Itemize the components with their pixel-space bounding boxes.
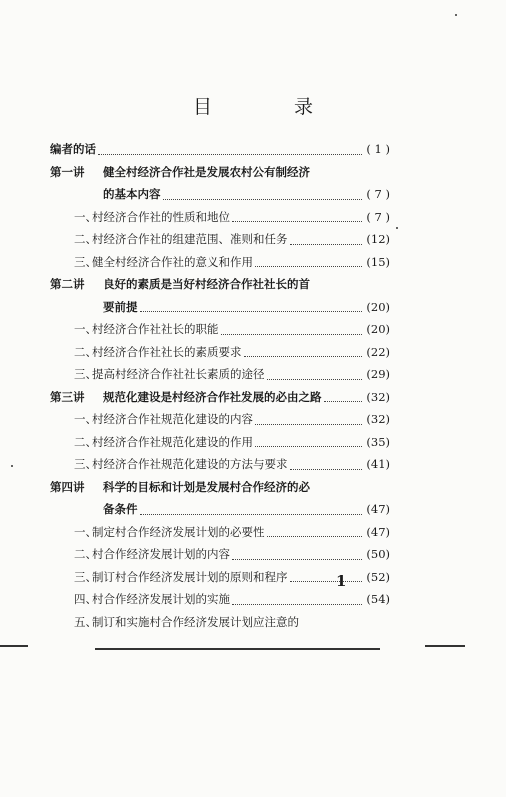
scan-speck [455, 14, 457, 16]
toc-entry-number: 三、 [74, 457, 97, 471]
toc-leader-dots [255, 244, 362, 268]
toc-entry-title: 村经济合作社规范化建设的方法与要求 [92, 457, 288, 471]
toc-entry-page: (20) [366, 299, 390, 314]
toc-section-entry [50, 251, 390, 274]
toc-entry-title: 村经济合作社的组建范围、准则和任务 [92, 232, 288, 246]
toc-entry-number: 一、 [74, 412, 97, 426]
toc-entry-page: (15) [366, 254, 390, 269]
bottom-rule [0, 645, 28, 647]
toc-leader-dots [244, 334, 362, 358]
toc-entry-number: 三、 [74, 569, 97, 584]
toc-title: 目 录 [192, 96, 352, 118]
toc-leader-dots [267, 514, 362, 538]
toc-entry-title: 制订村合作经济发展计划的原则和程序 [92, 569, 288, 584]
toc-entry-page: (12) [366, 232, 390, 246]
toc-entry-number: 二、 [74, 232, 97, 246]
toc-entry-number: 三、 [74, 254, 97, 269]
toc-section-entry [50, 611, 390, 634]
toc-entry-page: (32) [366, 389, 390, 404]
toc-leader-dots [267, 356, 362, 380]
toc-entry-title: 科学的目标和计划是发展村合作经济的必 [103, 479, 310, 494]
toc-entry-title: 备条件 [103, 502, 138, 516]
toc-entry-page: ( 7 ) [366, 209, 390, 224]
toc-entry-number: 二、 [74, 547, 97, 561]
toc-entry-page: (41) [366, 457, 390, 471]
toc-leader-dots [255, 401, 362, 425]
toc-leader-dots [255, 424, 362, 448]
toc-entry-page: (20) [366, 322, 390, 336]
toc-entry-title: 健全村经济合作社的意义和作用 [92, 254, 253, 269]
scan-speck [11, 465, 13, 467]
toc-leader-dots [163, 176, 362, 200]
toc-leader-dots [140, 289, 362, 313]
bottom-rule [95, 648, 380, 650]
toc-leader-dots [232, 536, 362, 560]
toc-entry-number: 四、 [74, 592, 97, 606]
toc-leader-dots [232, 199, 362, 223]
toc-entry-number: 第四讲 [50, 479, 85, 494]
toc-entry-title: 提高村经济合作社社长素质的途径 [92, 367, 265, 381]
toc-entry-page: (29) [366, 367, 390, 381]
toc-entry-page: ( 7 ) [366, 187, 390, 201]
toc-entry-title: 编者的话 [50, 142, 96, 156]
toc-leader-dots [140, 491, 362, 515]
toc-entry-number: 五、 [74, 614, 97, 629]
toc-entry-title: 要前提 [103, 299, 138, 314]
toc-entry-title: 村经济合作社社长的素质要求 [92, 344, 242, 359]
toc-entry-number: 第二讲 [50, 277, 85, 291]
toc-entry-title: 村合作经济发展计划的实施 [92, 592, 230, 606]
toc-leader-dots [221, 311, 362, 335]
toc-entry-page: (35) [366, 434, 390, 449]
toc-entry-title: 健全村经济合作社是发展农村公有制经济 [103, 164, 310, 179]
toc-section-entry [50, 588, 390, 611]
table-of-contents [50, 138, 390, 633]
toc-entry-number: 三、 [74, 367, 97, 381]
scan-speck [396, 227, 398, 229]
toc-entry-page: (47) [366, 524, 390, 539]
toc-entry-number: 一、 [74, 209, 97, 224]
toc-entry-title: 良好的素质是当好村经济合作社社长的首 [103, 277, 310, 291]
toc-entry-number: 二、 [74, 344, 97, 359]
toc-entry-title: 村经济合作社规范化建设的作用 [92, 434, 253, 449]
toc-entry-title: 村合作经济发展计划的内容 [92, 547, 230, 561]
toc-leader-dots [290, 446, 362, 470]
toc-entry-title: 村经济合作社规范化建设的内容 [92, 412, 253, 426]
toc-leader-dots [98, 131, 362, 155]
toc-leader-dots [290, 221, 362, 245]
toc-entry-page: (54) [366, 592, 390, 606]
toc-chapter-entry [50, 138, 390, 161]
toc-entry-title: 村经济合作社的性质和地位 [92, 209, 230, 224]
toc-section-entry [50, 453, 390, 476]
toc-entry-title: 的基本内容 [103, 187, 161, 201]
toc-entry-page: (22) [366, 344, 390, 359]
toc-entry-title: 制定村合作经济发展计划的必要性 [92, 524, 265, 539]
toc-entry-number: 一、 [74, 524, 97, 539]
toc-leader-dots [324, 379, 362, 403]
toc-entry-page: (47) [366, 502, 390, 516]
toc-entry-page: ( 1 ) [366, 142, 390, 156]
toc-entry-page: (52) [366, 569, 390, 584]
toc-entry-page: (50) [366, 547, 390, 561]
page-number: 1 [336, 572, 347, 590]
toc-entry-page: (32) [366, 412, 390, 426]
toc-entry-number: 第一讲 [50, 164, 85, 179]
toc-entry-title: 制订和实施村合作经济发展计划应注意的 [92, 614, 299, 629]
toc-entry-number: 第三讲 [50, 389, 85, 404]
toc-entry-number: 一、 [74, 322, 97, 336]
toc-leader-dots [290, 559, 362, 583]
bottom-rule [425, 645, 465, 647]
toc-entry-number: 二、 [74, 434, 97, 449]
toc-entry-title: 村经济合作社社长的职能 [92, 322, 219, 336]
toc-entry-title: 规范化建设是村经济合作社发展的必由之路 [103, 389, 322, 404]
